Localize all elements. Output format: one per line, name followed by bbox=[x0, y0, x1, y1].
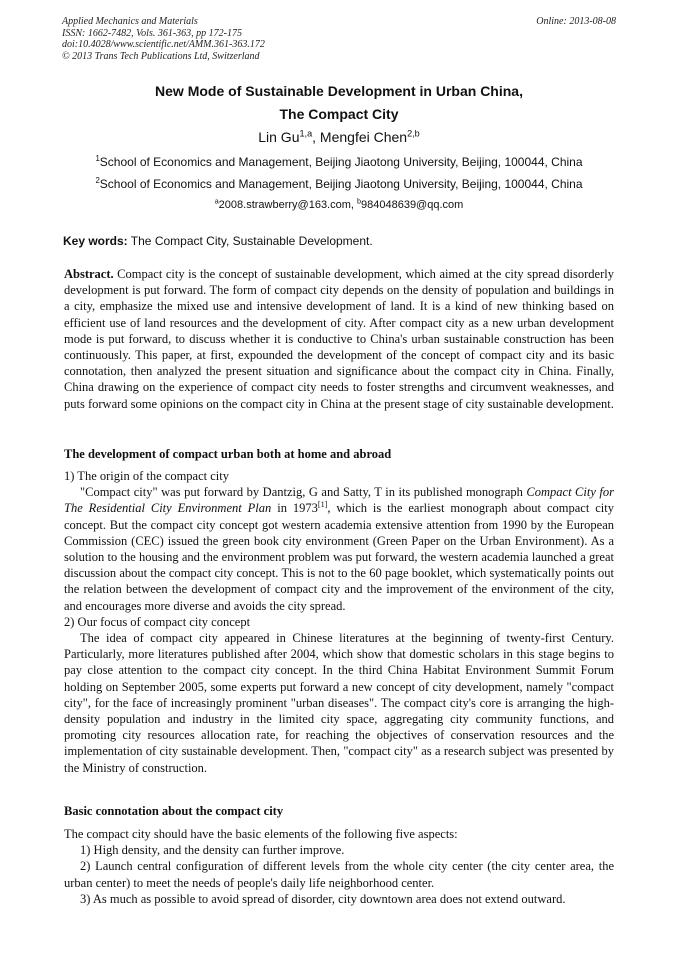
email-line bbox=[0, 199, 678, 211]
author-name: Mengfei Chen bbox=[319, 129, 408, 145]
body-paragraph bbox=[64, 484, 614, 614]
paragraph-text: , which is the earliest monograph about compact city concept. But the compact city concept got western academia extensive attention from 1990 by the European Commission (CEC) issued the green book city environment (Green Paper on the Urban Environment). As a solution to the housing and the environment problem was put forward, the western academia launched a great discussion about the compact city concept. This is not to the 60 page booklet, which systematically points out the relation between the development of compact city and the improvement of the environment of the city, and encourages more diverse and avoids the city spread. bbox=[64, 501, 614, 613]
subsection-title: 1) The origin of the compact city bbox=[64, 469, 229, 483]
email-mark: a bbox=[214, 197, 219, 206]
affiliation-text: School of Economics and Management, Beijing Jiaotong University, Beijing, 100044, China bbox=[99, 155, 583, 169]
list-item: 3) As much as possible to avoid spread of disorder, city downtown area does not extend outward. bbox=[80, 891, 566, 906]
journal-header bbox=[62, 16, 616, 62]
section-body bbox=[64, 468, 614, 776]
email-address: 984048639@qq.com bbox=[361, 199, 464, 211]
list-item: 1) High density, and the density can further improve. bbox=[80, 843, 345, 858]
journal-name: Applied Mechanics and Materials bbox=[62, 16, 198, 27]
affiliation-text: School of Economics and Management, Beijing Jiaotong University, Beijing, 100044, China bbox=[99, 177, 583, 191]
author-separator: , bbox=[312, 129, 320, 145]
affiliation bbox=[0, 177, 678, 191]
affiliation-mark: 2 bbox=[95, 176, 100, 185]
author-affil-mark: 1,a bbox=[299, 128, 313, 139]
email-mark: b bbox=[357, 197, 361, 206]
body-paragraph: The compact city should have the basic elements of the following five aspects: bbox=[64, 827, 458, 841]
paper-title-line1: New Mode of Sustainable Development in Urban China, bbox=[155, 83, 523, 99]
issn-line: ISSN: 1662-7482, Vols. 361-363, pp 172-175 bbox=[62, 27, 242, 39]
online-date: Online: 2013-08-08 bbox=[536, 16, 616, 27]
subsection-title: 2) Our focus of compact city concept bbox=[64, 614, 251, 629]
keywords-text: The Compact City, Sustainable Development. bbox=[127, 234, 373, 248]
list-item: 2) Launch central configuration of different levels from the whole city center (the city center area, the urban center) to meet the needs of people's daily life neighborhood center. bbox=[64, 859, 614, 890]
paper-title-line2: The Compact City bbox=[279, 106, 399, 122]
author-name: Lin Gu bbox=[258, 129, 300, 145]
section-body bbox=[64, 826, 614, 907]
paragraph-text: "Compact city" was put forward by Dantzig, G and Satty, T in its published monograph bbox=[80, 485, 527, 500]
abstract-paragraph bbox=[64, 266, 614, 412]
section-heading: The development of compact urban both at home and abroad bbox=[64, 447, 392, 461]
keywords-label: Key words: bbox=[63, 234, 128, 248]
email-address: 2008.strawberry@163.com, bbox=[218, 199, 358, 211]
body-paragraph: The idea of compact city appeared in Chinese literatures at the beginning of twenty-first Century. Particularly, more literatures published after 2004, which show that domestic scholars in this stage begins to pay close attention to the compact city concept. In the third China Habitat Environment Summit Forum holding on September 2005, some experts put forward a new concept of city development, namely "compact city", for the face of increasingly prominent "urban diseases". The compact city's core is arranging the high-density population and industry in the limited city space, aggregating city community functions, and promoting city resources allocation rate, for reaching the objectives of conservation resources and the implementation of city sustainable development. Then, "compact city" as a research subject was presented by the Ministry of construction. bbox=[64, 631, 614, 775]
paragraph-text: in 1973 bbox=[271, 501, 318, 516]
copyright-line: © 2013 Trans Tech Publications Ltd, Switzerland bbox=[62, 50, 260, 62]
doi-line: doi:10.4028/www.scientific.net/AMM.361-363.172 bbox=[62, 39, 265, 50]
monograph-title: Compact City for The Residential City Environment Plan bbox=[64, 485, 615, 516]
author-affil-mark: 2,b bbox=[407, 128, 420, 139]
citation-ref: [1] bbox=[317, 500, 328, 510]
section-heading: Basic connotation about the compact city bbox=[64, 804, 284, 818]
affiliation-mark: 1 bbox=[95, 154, 100, 163]
affiliation bbox=[0, 155, 678, 169]
author-list bbox=[0, 129, 678, 145]
abstract-text: Compact city is the concept of sustainable development, which aimed at the city spread disorderly development is put forward. The form of compact city depends on the density of population and buildings in a city, emphasize the mixed use and intensive development of land. It is a kind of new thinking based on efficient use of land resources and the development of city. After compact city as a new urban development mode is put forward, to discuss whether it is conductive to China's urban sustainable construction has been continuously. This paper, at first, expounded the development of the concept of compact city and its basic connotation, then analyzed the present situation and significance about the compact city in China. Finally, China drawing on the experience of compact city needs to foster strengths and circumvent weaknesses, and puts forward some opinions on the compact city in China at the present stage of city sustainable development. bbox=[64, 267, 614, 411]
abstract-block bbox=[64, 266, 614, 412]
keywords bbox=[63, 234, 615, 248]
abstract-label: Abstract. bbox=[64, 267, 114, 281]
